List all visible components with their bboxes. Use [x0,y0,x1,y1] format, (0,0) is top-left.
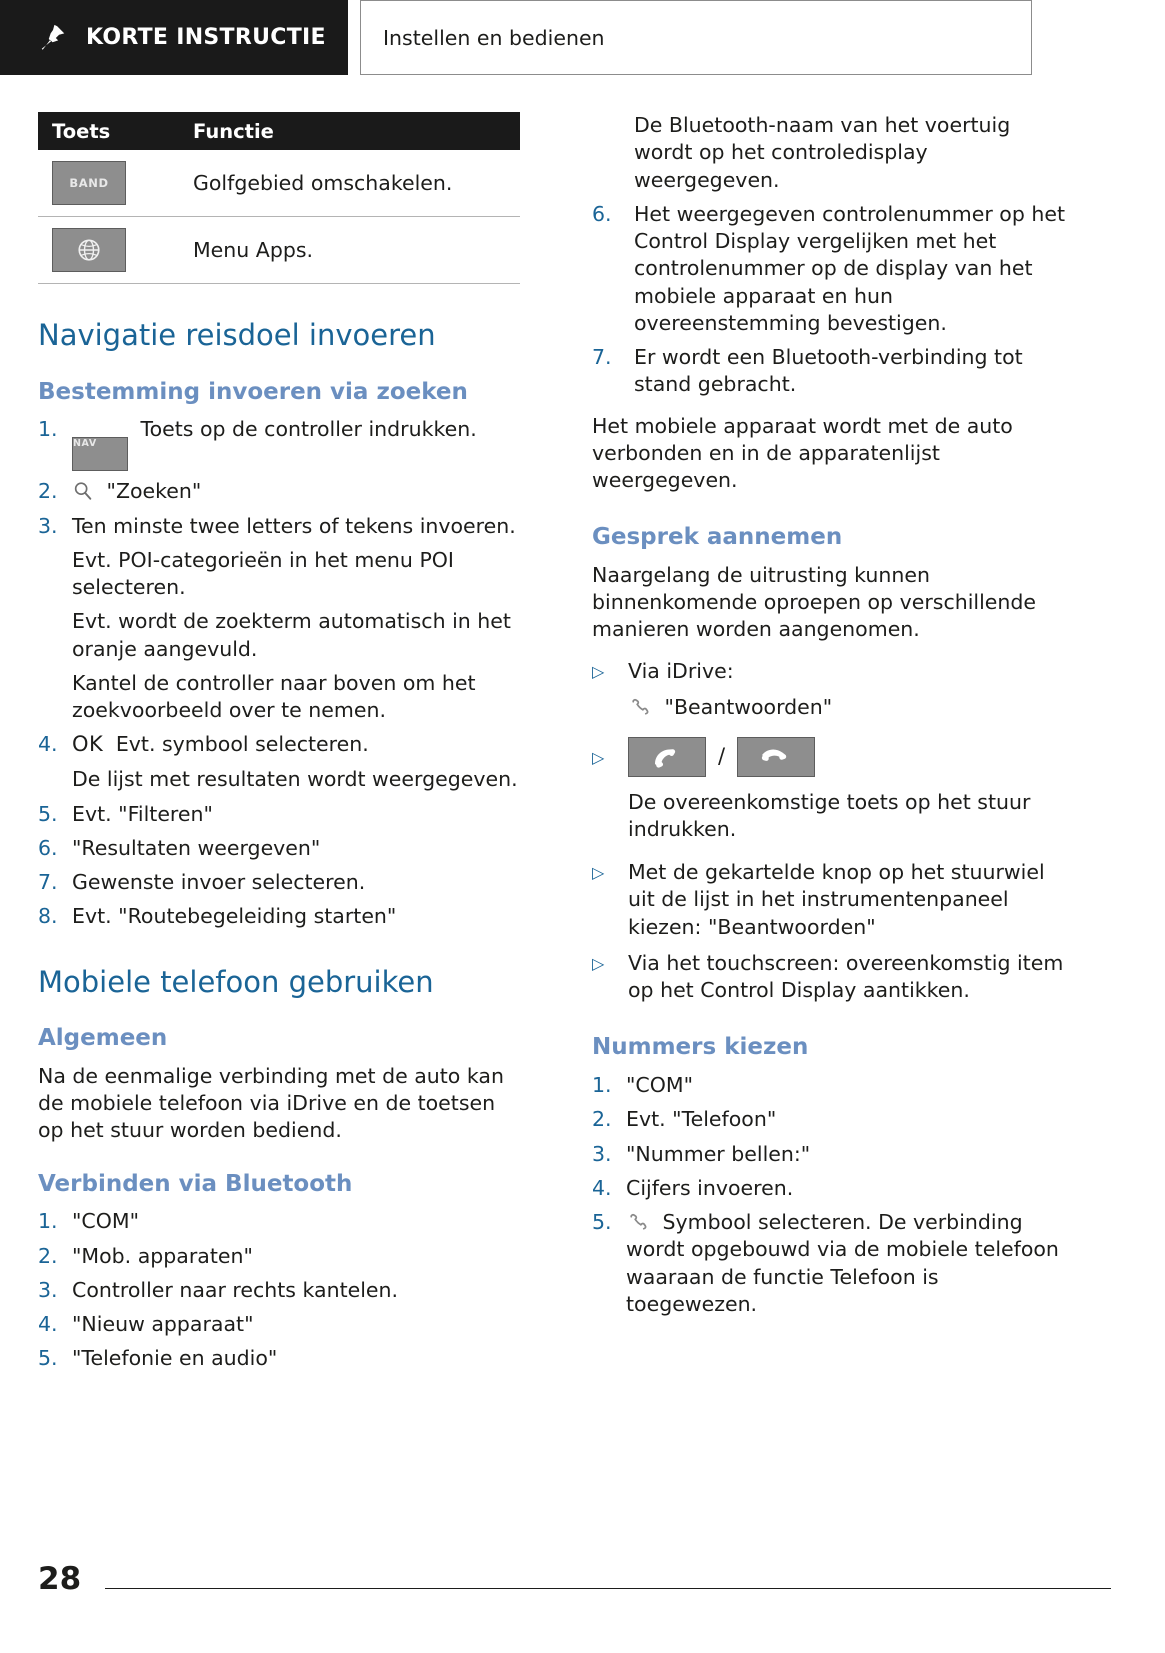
table-row [38,150,520,217]
step-number: 4. [592,1175,612,1200]
table-cell-function: Golfgebied omschakelen. [193,171,453,195]
list-item [38,869,520,896]
step-text [626,1209,1074,1318]
step-note: Evt. POI-categorieën in het menu POI selecteren. [72,547,454,600]
step-label: Toets op de controller indrukken. [140,417,477,442]
list-item [592,344,1074,399]
general-paragraph: Na de eenmalige verbinding met de auto kan de mobiele telefoon via iDrive en de toetsen op het stuur worden bediend. [38,1063,504,1143]
step-label: Ten minste twee letters of tekens invoeren. [72,513,516,538]
accept-call-button[interactable] [628,737,706,777]
step-text [72,416,520,471]
triangle-bullet-icon: ▷ [592,748,605,768]
table-cell-key [38,161,193,205]
page-header [0,0,1165,75]
subsection-heading-answer-call: Gesprek aannemen [592,524,843,551]
navigation-steps-list [38,416,520,540]
brand-label: KORTE INSTRUCTIE [86,25,326,50]
left-column [38,112,520,1380]
section-heading-mobile-phone: Mobiele telefoon gebruiken [38,964,434,999]
step-number: 2. [592,1107,612,1132]
step-label: Er wordt een Bluetooth-verbinding tot stand gebracht. [634,345,1023,397]
step-number: 1. [38,417,58,442]
content-columns [0,112,1165,1380]
step-label: Evt. "Telefoon" [626,1107,777,1132]
triangle-bullet-icon: ▷ [592,661,605,681]
step-label: Gewenste invoer selecteren. [72,870,366,895]
step-label: Evt. symbool selecteren. [115,732,369,757]
list-item [592,1106,1074,1133]
list-item [592,1209,1074,1318]
pin-icon [38,23,68,53]
triangle-bullet-icon: ▷ [592,863,605,883]
step-number: 2. [38,479,58,504]
step-number: 5. [38,801,58,826]
bluetooth-closing-note: Het mobiele apparaat wordt met de auto verbonden en in de apparatenlijst weergegeven. [592,413,1013,492]
step-number: 4. [38,1312,58,1337]
list-item [38,513,520,540]
subsection-heading-search-destination: Bestemming invoeren via zoeken [38,378,468,405]
list-item [592,658,1074,685]
step-label: Evt. "Routebegeleiding starten" [72,904,397,929]
answer-call-paragraph: Naargelang de uitrusting kunnen binnenkomende oproepen op verschillende manieren worden aangenomen. [592,562,1037,642]
step-number: 3. [592,1141,612,1166]
step-label: "Zoeken" [106,479,202,504]
step-note: De lijst met resultaten wordt weergegeven. [72,767,518,792]
step-number: 1. [592,1073,612,1098]
navigation-steps-list-continued [38,731,520,759]
list-item [38,1311,520,1338]
list-item [38,835,520,862]
bullet-label: Met de gekartelde knop op het stuurwiel uit de lijst in het instrumentenpaneel kiezen: "Beantwoorden" [628,860,1045,939]
right-column [592,112,1074,1380]
header-title: Instellen en bedienen [383,25,605,50]
table-header-row [38,112,520,150]
answer-call-buttons-bullet [592,737,1074,779]
step-note: Kantel de controller naar boven om het zoekvoorbeeld over te nemen. [72,670,476,723]
subsection-heading-general: Algemeen [38,1025,168,1052]
step-label: "Nieuw apparaat" [72,1312,254,1337]
step-number: 7. [592,345,612,369]
subsection-heading-dial-numbers: Nummers kiezen [592,1034,809,1061]
step-number: 5. [592,1210,612,1235]
step-number: 5. [38,1346,58,1371]
list-item [592,1141,1074,1168]
list-item [38,1345,520,1372]
bullet-label: Via het touchscreen: overeenkomstig item op het Control Display aantikken. [628,950,1064,1003]
navigation-steps-list-tail [38,801,520,931]
step-number: 3. [38,1277,58,1302]
list-item [38,731,520,759]
step-number: 8. [38,904,58,929]
list-item [38,801,520,828]
list-item [38,416,520,471]
page-footer [38,1561,1128,1597]
list-item [38,903,520,930]
bluetooth-steps-continued [592,201,1074,399]
section-heading-navigation: Navigatie reisdoel invoeren [38,318,436,352]
step-label: "COM" [72,1209,139,1234]
list-item [38,1243,520,1270]
accept-call-icon [647,744,687,770]
step-label: "Resultaten weergeven" [72,835,321,860]
search-icon [72,480,94,502]
step-label: "Telefonie en audio" [72,1346,278,1371]
nav-button[interactable]: NAV [72,437,128,471]
phone-handset-icon [628,696,652,718]
step-text [72,731,520,759]
table-cell-function: Menu Apps. [193,238,314,262]
step-label: Het weergegeven controlenummer op het Control Display vergelijken met het controlenummer op de display van het mobiele apparaat en hun overeenstemming bevestigen. [634,201,1066,335]
header-spacer [348,0,360,75]
triangle-bullet-icon: ▷ [592,953,605,973]
steering-wheel-instruction: De overeenkomstige toets op het stuur indrukken. [628,789,1031,841]
list-item [38,1277,520,1304]
key-function-table [38,112,520,284]
list-item [38,478,520,505]
column-header-function: Functie [193,119,274,143]
step-label: "Nummer bellen:" [626,1141,811,1166]
apps-menu-button[interactable] [52,228,126,272]
list-item [592,1175,1074,1202]
list-item [38,1208,520,1235]
brand-bar [0,0,348,75]
step-text [72,478,520,505]
list-item [592,737,1074,779]
phone-handset-icon [626,1211,650,1233]
step-note: Evt. wordt de zoekterm automatisch in het oranje aangevuld. [72,609,511,661]
step-number: 4. [38,732,58,757]
step-label: Cijfers invoeren. [626,1175,794,1200]
answer-call-bullets-rest [592,859,1074,1004]
step-label: "Mob. apparaten" [72,1243,253,1268]
answer-call-idrive-subitem [628,694,1074,721]
footer-rule [105,1588,1111,1589]
step-number: 6. [38,835,58,860]
bluetooth-steps-list [38,1208,520,1372]
step-label: "COM" [626,1073,693,1098]
bullet-label: Via iDrive: [628,658,734,683]
step-number: 1. [38,1209,58,1234]
dial-steps-list [592,1072,1074,1318]
table-row [38,217,520,284]
list-item [592,859,1074,941]
page-number: 28 [38,1561,82,1597]
answer-call-bullets [592,658,1074,685]
bullet-sub-label: "Beantwoorden" [664,694,833,719]
globe-icon [76,237,102,263]
header-title-box [360,0,1032,75]
list-item [592,950,1074,1005]
ok-symbol[interactable]: OK [72,732,104,757]
band-button[interactable]: BAND [52,161,126,205]
step-number: 6. [592,201,612,226]
button-separator: / [718,744,726,769]
steering-wheel-call-buttons [628,737,1074,777]
step-number: 2. [38,1243,58,1268]
subsection-heading-bluetooth: Verbinden via Bluetooth [38,1170,353,1197]
column-header-key: Toets [52,119,111,143]
list-item [592,1072,1074,1099]
list-item [592,201,1074,337]
step-label: Controller naar rechts kantelen. [72,1277,399,1302]
end-call-icon [756,744,796,770]
bluetooth-intro-note: De Bluetooth-naam van het voertuig wordt op het controledisplay weergegeven. [634,113,1011,192]
end-call-button[interactable] [737,737,815,777]
step-number: 3. [38,513,58,538]
step-label: Evt. "Filteren" [72,801,213,826]
table-cell-key [38,228,193,272]
step-number: 7. [38,870,58,895]
step-label: Symbool selecteren. De verbinding wordt opgebouwd via de mobiele telefoon waaraan de functie Telefoon is toegewezen. [626,1210,1059,1316]
